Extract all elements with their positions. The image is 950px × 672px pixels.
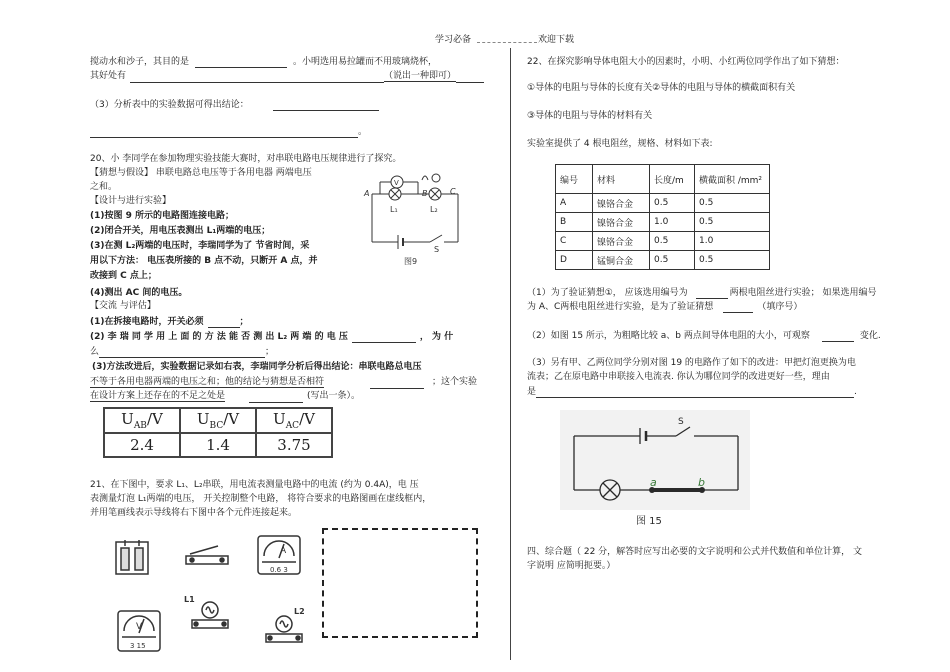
fig9-label-c: C bbox=[450, 187, 456, 196]
ammeter-symbol: A bbox=[280, 546, 287, 556]
q20-hypothesis: 【猜想与假设】 串联电路总电压等于各用电器 两端电压 bbox=[90, 168, 312, 178]
fig9-label-v: V bbox=[394, 179, 399, 187]
fig15-caption: 图 15 bbox=[636, 516, 662, 527]
q22-title: 22、在探究影响导体电阻大小的因素时，小明、小红两位同学作出了如下猜想： bbox=[527, 57, 845, 67]
cell-d-area: 0.5 bbox=[695, 251, 770, 270]
q19-part3-answer-line: 。 bbox=[90, 126, 367, 138]
cell-a-id: A bbox=[556, 194, 593, 213]
section4-title: 四、综合题（ 22 分，解答时应写出必要的文字说明和公式并代数值和单位计算， 文 bbox=[527, 547, 863, 557]
fig15-point-a: a bbox=[650, 476, 657, 489]
fig9-label-s: S bbox=[434, 245, 440, 254]
q20-step4: (4)测出 AC 间的电压。 bbox=[90, 288, 188, 298]
voltmeter-symbol: V bbox=[136, 622, 143, 632]
resistance-wire-table bbox=[555, 164, 770, 270]
value-ubc: 1.4 bbox=[180, 433, 256, 457]
cell-c-area: 1.0 bbox=[695, 232, 770, 251]
cell-b-length: 1.0 bbox=[650, 213, 695, 232]
q20-eval2: (2) 李 瑞 同 学 用 上 面 的 方 法 能 否 测 出 L₂ 两 端 的 电 压 ， 为 什 bbox=[90, 332, 454, 342]
voltage-data-table bbox=[103, 407, 333, 458]
q20-eval2-cont: 么 ； bbox=[90, 347, 275, 357]
col-header-uab: $U_{AB}/V$ bbox=[104, 408, 180, 433]
q20-eval3c: 在设计方案上还存在的不足之处是 (写出一条）。 bbox=[90, 391, 361, 401]
q20-eval1: (1)在拆接电路时，开关必须 ； bbox=[90, 317, 249, 327]
q20-title: 20、小 李同学在参加物理实验技能大赛时，对串联电路电压规律进行了探究。 bbox=[90, 154, 402, 164]
col-header-uac: $U_{AC}/V$ bbox=[256, 408, 332, 433]
ammeter-component bbox=[254, 532, 304, 578]
cell-b-material: 镍铬合金 bbox=[593, 213, 650, 232]
q21-line2: 表测量灯泡 L₁两端的电压， 开关控制整个电路， 将符合要求的电路图画在虚线框内， bbox=[90, 494, 432, 504]
cell-c-material: 镍铬合金 bbox=[593, 232, 650, 251]
q22-part3b: 流表；乙在原电路中串联接入电流表. 你认为哪位同学的改进更好一些，理由 bbox=[527, 372, 830, 382]
header-left: 学习必备 bbox=[435, 35, 472, 45]
fig9-label-l1: L₁ bbox=[390, 205, 398, 214]
figure-15-circuit bbox=[560, 410, 750, 528]
q20-eval3a: (3)方法改进后，实验数据记录如右表，李瑞同学分析后得出结论：串联电路总电压 bbox=[92, 362, 422, 372]
q20-step2: (2)闭合开关，用电压表测出 L₁两端的电压； bbox=[90, 226, 271, 236]
col-header-ubc: $U_{BC}/V$ bbox=[180, 408, 256, 433]
fig15-switch-label: S bbox=[678, 417, 684, 427]
section4-title-cont: 字说明 应简明扼要。） bbox=[527, 561, 616, 571]
q22-part2: （2）如图 15 所示，为粗略比较 a、b 两点间导体电阻的大小，可观察 变化. bbox=[527, 331, 881, 341]
answer-drawing-box[interactable] bbox=[322, 528, 478, 638]
q20-step3a: (3)在测 L₂两端的电压时，李瑞同学为了 节省时间，采 bbox=[90, 241, 310, 251]
th-material: 材料 bbox=[593, 165, 650, 194]
header-right: 欢迎下载 bbox=[538, 35, 575, 45]
column-divider bbox=[510, 48, 511, 660]
q22-part3a: （3）另有甲、乙两位同学分别对图 19 的电路作了如下的改进：甲把灯泡更换为电 bbox=[527, 358, 856, 368]
value-uac: 3.75 bbox=[256, 433, 332, 457]
q20-eval-heading: 【交流 与评估】 bbox=[90, 301, 156, 311]
voltmeter-component bbox=[114, 607, 164, 653]
q22-part1b: 为 A、C两根电阻丝进行实验，是为了验证猜想 （填序号） bbox=[527, 302, 803, 312]
q19-line1: 搅动水和沙子，其目的是 。小明选用易拉罐而不用玻璃烧杯， bbox=[90, 57, 438, 67]
cell-c-id: C bbox=[556, 232, 593, 251]
q20-step3b: 用以下方法： 电压表所接的 B 点不动，只断开 A 点，并 bbox=[90, 256, 318, 266]
fig9-label-b: B bbox=[422, 189, 428, 198]
q22-guess1-2: ①导体的电阻与导体的长度有关②导体的电阻与导体的横截面积有关 bbox=[527, 83, 796, 93]
cell-a-material: 镍铬合金 bbox=[593, 194, 650, 213]
th-length: 长度/m bbox=[650, 165, 695, 194]
bulb-l2-component bbox=[260, 604, 310, 646]
bulb-l1-label: L1 bbox=[184, 595, 195, 604]
th-area: 横截面积 /mm² bbox=[695, 165, 770, 194]
q20-eval3b: 不等于各用电器两端的电压之和；他的结论与猜想是否相符 ；这个实验 bbox=[90, 377, 478, 387]
q19-line2: 其好处有 （说出一种即可） bbox=[90, 70, 484, 83]
cell-c-length: 0.5 bbox=[650, 232, 695, 251]
switch-component bbox=[182, 540, 232, 570]
battery-component bbox=[112, 536, 152, 578]
cell-a-length: 0.5 bbox=[650, 194, 695, 213]
value-uab: 2.4 bbox=[104, 433, 180, 457]
cell-b-area: 0.5 bbox=[695, 213, 770, 232]
cell-b-id: B bbox=[556, 213, 593, 232]
q20-design-heading: 【设计与进行实验】 bbox=[90, 196, 172, 206]
th-id: 编号 bbox=[556, 165, 593, 194]
q20-step1: (1)按图 9 所示的电路图连接电路； bbox=[90, 211, 235, 221]
bulb-l1-component bbox=[182, 590, 232, 632]
q21-line3: 并用笔画线表示导线将右下图中各个元件连接起来。 bbox=[90, 508, 298, 518]
cell-d-material: 锰铜合金 bbox=[593, 251, 650, 270]
ammeter-scale: 0.6 3 bbox=[270, 566, 288, 574]
fig15-point-b: b bbox=[698, 476, 705, 489]
q20-hypothesis-cont: 之和。 bbox=[90, 182, 118, 192]
q22-part3c: 是 . bbox=[527, 387, 857, 397]
q19-part3: （3）分析表中的实验数据可得出结论： bbox=[90, 99, 379, 111]
header-divider bbox=[477, 42, 537, 43]
q21-line1: 21、在下图中，要求 L₁、L₂串联，用电流表测量电路中的电流 (约为 0.4A)，电 压 bbox=[90, 480, 419, 490]
voltmeter-scale: 3 15 bbox=[130, 642, 146, 650]
cell-d-length: 0.5 bbox=[650, 251, 695, 270]
figure-9-circuit bbox=[362, 172, 472, 268]
q22-part1a: （1）为了验证猜想①， 应该选用编号为 两根电阻丝进行实验； 如果选用编号 bbox=[527, 288, 877, 298]
cell-a-area: 0.5 bbox=[695, 194, 770, 213]
q22-intro: 实验室提供了 4 根电阻丝，规格、材料如下表: bbox=[527, 139, 713, 149]
q20-step3c: 改接到 C 点上； bbox=[90, 271, 157, 281]
fig9-label-l2: L₂ bbox=[430, 205, 438, 214]
bulb-l2-label: L2 bbox=[294, 607, 305, 616]
q22-guess3: ③导体的电阻与导体的材料有关 bbox=[527, 111, 653, 121]
fig9-label-a: A bbox=[364, 189, 370, 198]
cell-d-id: D bbox=[556, 251, 593, 270]
fig9-caption: 图9 bbox=[404, 257, 418, 266]
